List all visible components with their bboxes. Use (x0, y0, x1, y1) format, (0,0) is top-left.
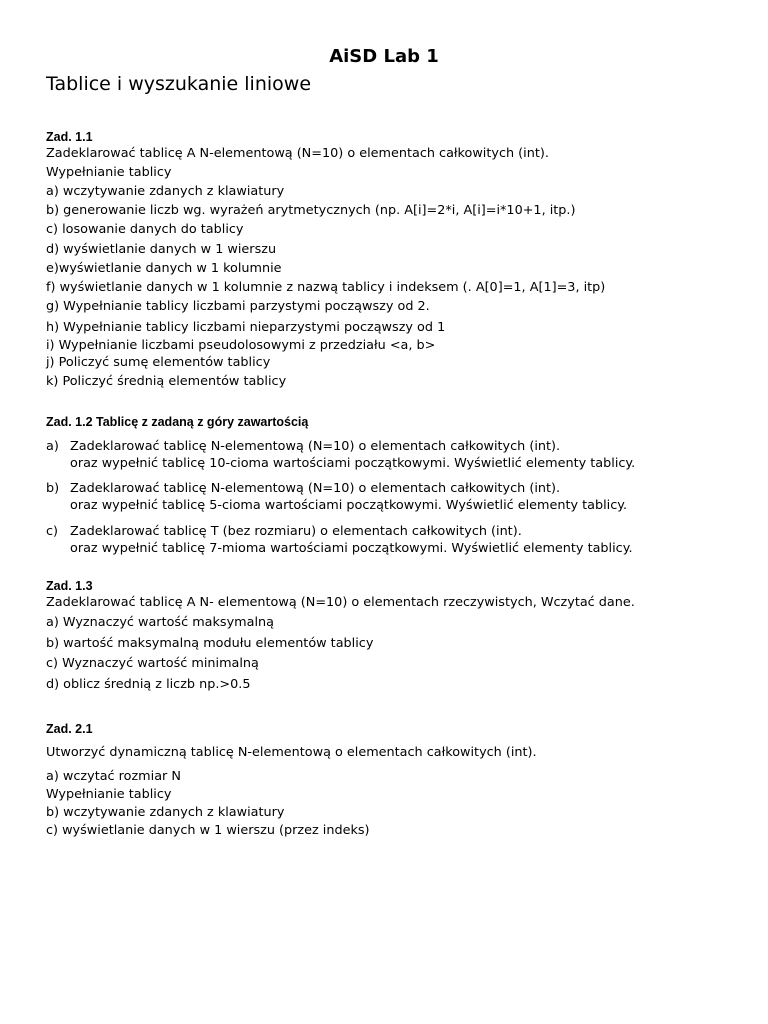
task-1-3-heading: Zad. 1.3 (46, 579, 93, 593)
task-1-1-line: a) wczytywanie zdanych z klawiatury (46, 184, 285, 199)
task-1-3-line: Zadeklarować tablicę A N- elementową (N=10) o elementach rzeczywistych, Wczytać dane. (46, 595, 635, 610)
task-1-1-line: Zadeklarować tablicę A N-elementową (N=10) o elementach całkowitych (int). (46, 146, 549, 161)
task-2-1-line: c) wyświetlanie danych w 1 wierszu (przez indeks) (46, 823, 370, 838)
task-1-1-line: i) Wypełnianie liczbami pseudolosowymi z przedziału <a, b> (46, 338, 436, 353)
task-1-3-line: d) oblicz średnią z liczb np.>0.5 (46, 677, 251, 692)
document-title: AiSD Lab 1 (329, 46, 439, 67)
task-1-1-line: g) Wypełnianie tablicy liczbami parzystymi począwszy od 2. (46, 299, 430, 314)
task-2-1-line: b) wczytywanie zdanych z klawiatury (46, 805, 285, 820)
document-subtitle: Tablice i wyszukanie liniowe (46, 73, 312, 95)
task-1-1-line: d) wyświetlanie danych w 1 wierszu (46, 242, 277, 257)
task-1-1-line: f) wyświetlanie danych w 1 kolumnie z nazwą tablicy i indeksem (. A[0]=1, A[1]=3, itp) (46, 280, 606, 295)
task-2-1-line: a) wczytać rozmiar N (46, 769, 181, 784)
task-1-2-item-line: Zadeklarować tablicę N-elementową (N=10) o elementach całkowitych (int). (70, 481, 561, 496)
task-1-3-line: c) Wyznaczyć wartość minimalną (46, 656, 259, 671)
task-2-1-line: Utworzyć dynamiczną tablicę N-elementową o elementach całkowitych (int). (46, 745, 537, 760)
task-1-1-line: j) Policzyć sumę elementów tablicy (46, 355, 271, 370)
task-1-2-item-label: c) (46, 524, 59, 539)
task-1-2-item-line: oraz wypełnić tablicę 5-cioma wartościami początkowymi. Wyświetlić elementy tablicy. (70, 498, 628, 513)
task-1-2-item-line: oraz wypełnić tablicę 10-cioma wartościami początkowymi. Wyświetlić elementy tablicy. (70, 456, 636, 471)
task-1-1-line: e)wyświetlanie danych w 1 kolumnie (46, 261, 282, 276)
task-1-1-line: k) Policzyć średnią elementów tablicy (46, 374, 287, 389)
task-1-1-line: Wypełnianie tablicy (46, 165, 172, 180)
task-1-2-item-line: Zadeklarować tablicę T (bez rozmiaru) o elementach całkowitych (int). (70, 524, 522, 539)
task-1-3-line: b) wartość maksymalną modułu elementów tablicy (46, 636, 374, 651)
task-1-1-line: b) generowanie liczb wg. wyrażeń arytmetycznych (np. A[i]=2*i, A[i]=i*10+1, itp.) (46, 203, 576, 218)
task-1-3-line: a) Wyznaczyć wartość maksymalną (46, 615, 274, 630)
task-1-2-item-label: b) (46, 481, 60, 496)
task-1-2-item-label: a) (46, 439, 59, 454)
task-1-2-heading: Zad. 1.2 Tablicę z zadaną z góry zawartością (46, 415, 309, 429)
task-1-1-line: h) Wypełnianie tablicy liczbami nieparzystymi począwszy od 1 (46, 320, 446, 335)
task-2-1-heading: Zad. 2.1 (46, 722, 93, 736)
task-2-1-line: Wypełnianie tablicy (46, 787, 172, 802)
task-1-1-heading: Zad. 1.1 (46, 130, 93, 144)
task-1-2-item-line: oraz wypełnić tablicę 7-mioma wartościami początkowymi. Wyświetlić elementy tablicy. (70, 541, 633, 556)
task-1-2-item-line: Zadeklarować tablicę N-elementową (N=10) o elementach całkowitych (int). (70, 439, 561, 454)
task-1-1-line: c) losowanie danych do tablicy (46, 222, 244, 237)
